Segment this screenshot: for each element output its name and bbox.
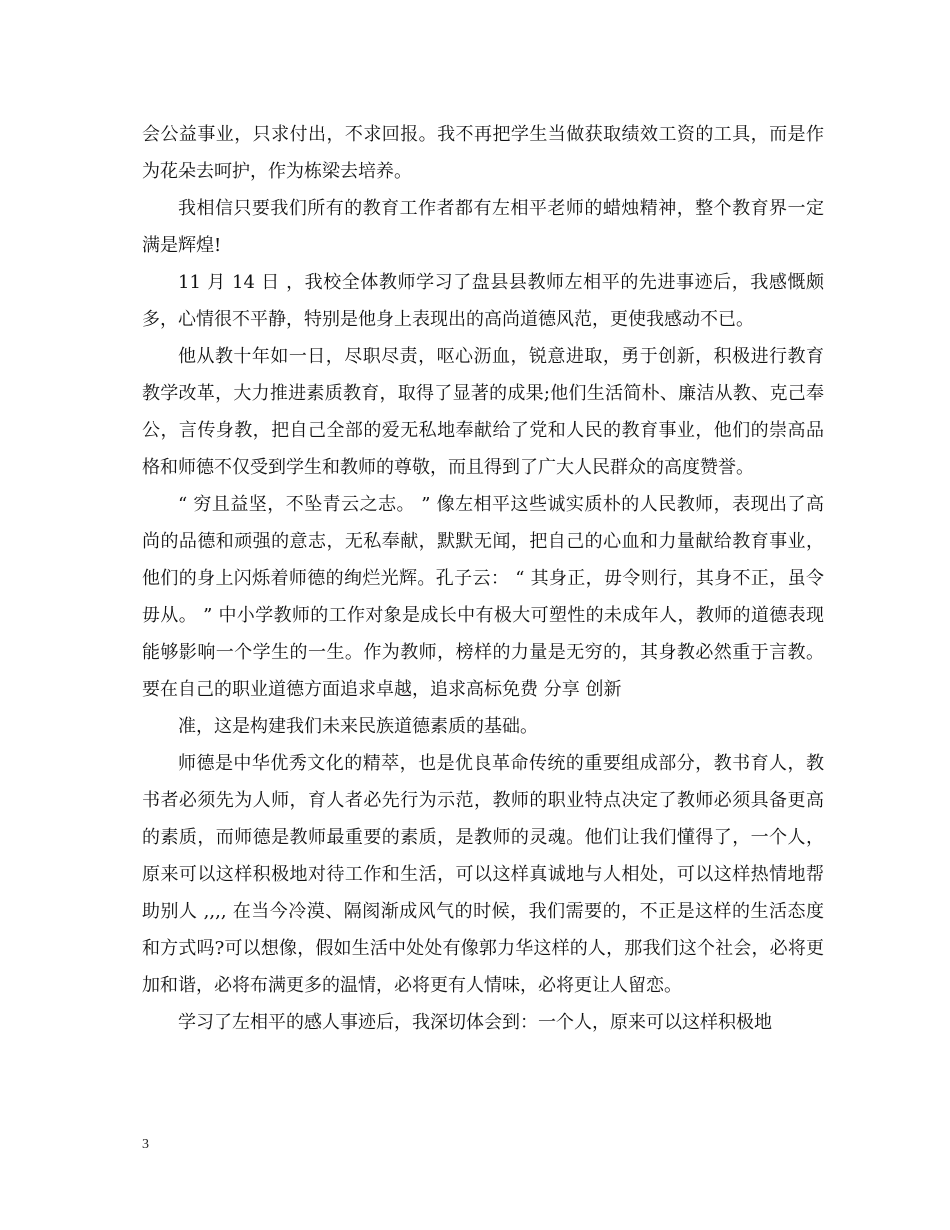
paragraph-4: 他从教十年如一日，尽职尽责，呕心沥血，锐意进取，勇于创新，积极进行教育教学改革，大力推进素质教育，取得了显著的成果;他们生活简朴、廉洁从教、克己奉公，言传身教，把自己全部的爱无私地奉献给了党和人民的教育事业，他们的崇高品格和师德不仅受到学生和教师的尊敬，而且得到了广大人民群众的高度赞誉。: [142, 346, 824, 478]
document-body: [142, 116, 824, 1041]
paragraph-3: 11 月 14 日 ，我校全体教师学习了盘县县教师左相平的先进事迹后，我感慨颇多，心情很不平静，特别是他身上表现出的高尚道德风范，更使我感动不已。: [142, 272, 824, 330]
paragraph-1: 会公益事业，只求付出，不求回报。我不再把学生当做获取绩效工资的工具，而是作为花朵去呵护，作为栋梁去培养。: [142, 124, 824, 182]
paragraph-7: 师德是中华优秀文化的精萃，也是优良革命传统的重要组成部分，教书育人，教书者必须先为人师，育人者必先行为示范，教师的职业特点决定了教师必须具备更高的素质，而师德是教师最重要的素质，是教师的灵魂。他们让我们懂得了，一个人，原来可以这样积极地对待工作和生活，可以这样真诚地与人相处，可以这样热情地帮助别人 ,,,, 在当今冷漠、隔阂渐成风气的时候，我们需要的，不正是这样的生活态度和方式吗?可以想像，假如生活中处处有像郭力华这样的人，那我们这个社会，必将更加和谐，必将布满更多的温情，必将更有人情味，必将更让人留恋。: [142, 753, 824, 996]
paragraph-6: 准，这是构建我们未来民族道德素质的基础。: [178, 716, 538, 737]
paragraph-8: 学习了左相平的感人事迹后，我深切体会到：一个人，原来可以这样积极地: [178, 1012, 772, 1033]
paragraph-5: “ 穷且益坚，不坠青云之志。 ” 像左相平这些诚实质朴的人民教师，表现出了高尚的品德和顽强的意志，无私奉献，默默无闻，把自己的心血和力量献给教育事业，他们的身上闪烁着师德的绚烂光辉。孔子云： “ 其身正，毋令则行，其身不正，虽令毋从。 ” 中小学教师的工作对象是成长中有极大可塑性的未成年人，教师的道德表现能够影响一个学生的一生。作为教师，榜样的力量是无穷的，其身教必然重于言教。要在自己的职业道德方面追求卓越，追求高标免费 分享 创新: [142, 494, 824, 700]
page-number: 3: [142, 1137, 149, 1152]
paragraph-2: 我相信只要我们所有的教育工作者都有左相平老师的蜡烛精神，整个教育界一定满是辉煌!: [142, 198, 824, 256]
